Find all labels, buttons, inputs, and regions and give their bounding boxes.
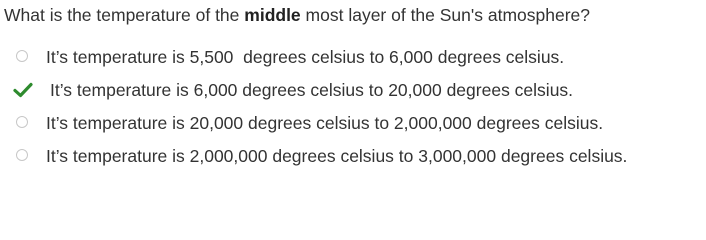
question-suffix: most layer of the Sun's atmosphere? bbox=[300, 5, 590, 25]
radio-circle-icon[interactable] bbox=[16, 50, 28, 62]
answer-option-label: It’s temperature is 20,000 degrees celsius to 2,000,000 degrees celsius. bbox=[46, 113, 604, 133]
question-text bbox=[4, 4, 590, 26]
answer-option-2[interactable] bbox=[0, 78, 706, 111]
checkmark-icon bbox=[13, 82, 33, 98]
radio-circle-icon[interactable] bbox=[16, 116, 28, 128]
question-emphasis: middle bbox=[244, 5, 301, 25]
question-prefix: What is the temperature of the bbox=[4, 5, 245, 25]
answer-option-3[interactable] bbox=[0, 111, 706, 144]
answer-option-label: It’s temperature is 5,500 degrees celsius to 6,000 degrees celsius. bbox=[46, 47, 565, 67]
answer-option-label: It’s temperature is 6,000 degrees celsius to 20,000 degrees celsius. bbox=[50, 80, 574, 100]
radio-circle-icon[interactable] bbox=[16, 149, 28, 161]
answer-options bbox=[0, 45, 706, 177]
answer-option-1[interactable] bbox=[0, 45, 706, 78]
answer-option-label: It’s temperature is 2,000,000 degrees celsius to 3,000,000 degrees celsius. bbox=[46, 146, 628, 166]
answer-option-4[interactable] bbox=[0, 144, 706, 177]
